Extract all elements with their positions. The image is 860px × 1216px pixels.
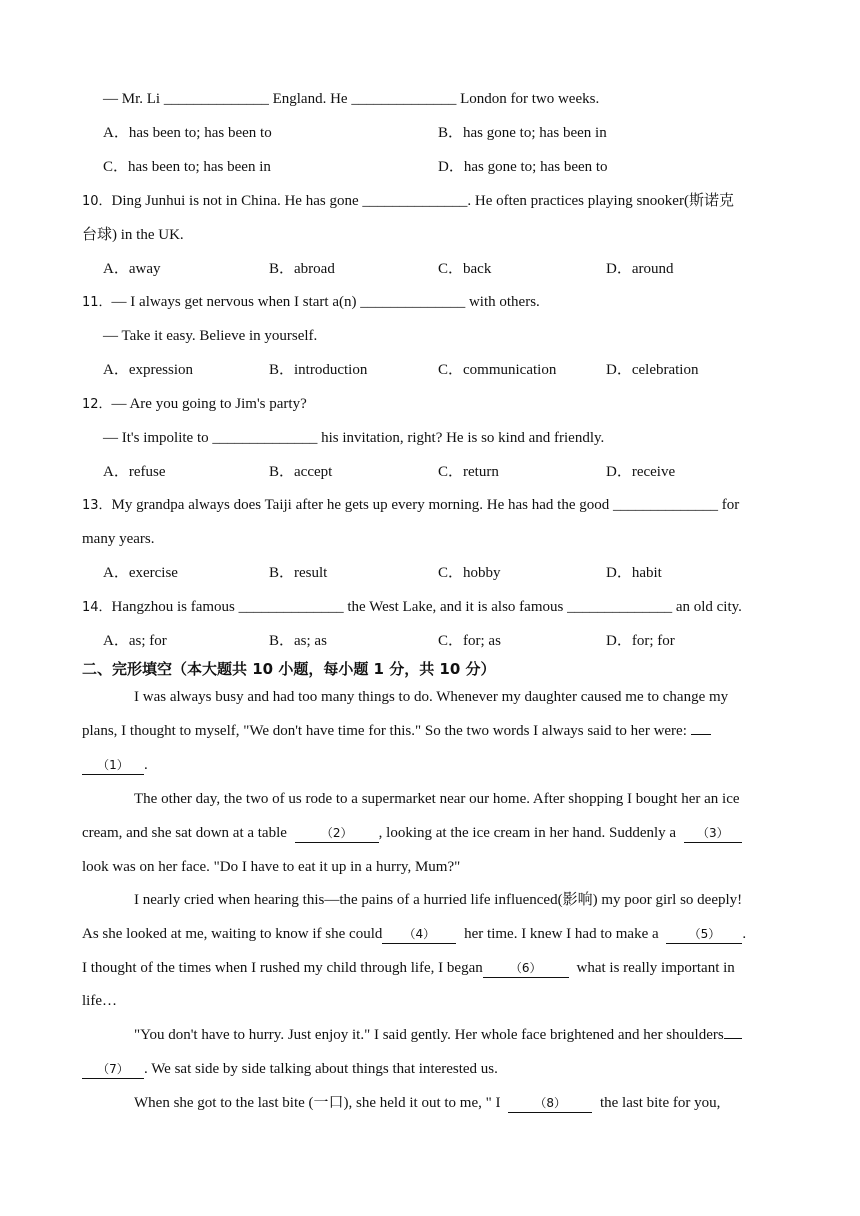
- q12-option-c: C．return: [438, 464, 499, 480]
- passage-text: "You don't have to hurry. Just enjoy it." I said gently. Her whole face brightened and her shoulders: [134, 1027, 724, 1043]
- q10-option-d: D．around: [606, 261, 674, 277]
- passage-p2-line3: look was on her face. "Do I have to eat it up in a hurry, Mum?": [82, 859, 461, 875]
- q12-text2: — It's impolite to ______________ his invitation, right? He is so kind and friendly.: [103, 430, 605, 446]
- q14-text1: Hangzhou is famous ______________ the West Lake, and it is also famous ______________ an old city.: [111, 599, 742, 615]
- q14-option-b: B．as; as: [269, 633, 327, 649]
- q12-number: 12．: [82, 397, 112, 412]
- q9-option-b: B．has gone to; has been in: [438, 125, 607, 141]
- passage-p5-line1: [134, 1093, 790, 1113]
- blank-5[interactable]: （5）: [666, 926, 742, 944]
- q10-text1: Ding Junhui is not in China. He has gone ______________. He often practices playing snooker(斯诺克: [111, 193, 734, 209]
- passage-text: As she looked at me, waiting to know if she could: [82, 926, 383, 942]
- q14-stem: [82, 597, 790, 618]
- passage-text: .: [144, 757, 148, 773]
- q10-option-c: C．back: [438, 261, 492, 277]
- q13-stem: [82, 495, 790, 516]
- passage-p2-line1: The other day, the two of us rode to a supermarket near our home. After shopping I bought her an ice: [134, 791, 740, 807]
- passage-text: cream, and she sat down at a table: [82, 825, 287, 841]
- q9-option-a: A．has been to; has been to: [103, 125, 272, 141]
- section-heading-cloze: 二、完形填空（本大题共 10 小题，每小题 1 分，共 10 分）: [82, 660, 496, 678]
- passage-p4-line1: [134, 1025, 790, 1045]
- q11-option-d: D．celebration: [606, 362, 699, 378]
- q11-stem: [82, 292, 790, 313]
- q13-option-d: D．habit: [606, 565, 662, 581]
- q10-option-b: B．abroad: [269, 261, 335, 277]
- blank-3[interactable]: （3）: [684, 825, 742, 843]
- passage-text: .: [742, 926, 747, 942]
- q9-option-d: D．has gone to; has been to: [438, 159, 608, 175]
- q14-option-a: A．as; for: [103, 633, 167, 649]
- passage-text: her time. I knew I had to make a: [464, 926, 659, 942]
- passage-p3-line4: life…: [82, 993, 117, 1009]
- q13-text1: My grandpa always does Taiji after he gets up every morning. He has had the good ______________ for: [111, 497, 740, 513]
- q12-stem: [82, 394, 790, 415]
- passage-text: , looking at the ice cream in her hand. Suddenly a: [378, 825, 677, 841]
- passage-p3-line2: [82, 924, 790, 944]
- blank-7-lead: [724, 1038, 742, 1039]
- q13-option-c: C．hobby: [438, 565, 501, 581]
- passage-p1-line1: I was always busy and had too many things to do. Whenever my daughter caused me to change my: [134, 689, 729, 705]
- q14-option-d: D．for; for: [606, 633, 675, 649]
- q11-number: 11．: [82, 295, 112, 310]
- q12-option-d: D．receive: [606, 464, 676, 480]
- passage-text: . We sat side by side talking about things that interested us.: [144, 1061, 498, 1077]
- q14-option-c: C．for; as: [438, 633, 501, 649]
- passage-text: plans, I thought to myself, "We don't have time for this." So the two words I always said to her were:: [82, 723, 687, 739]
- q12-option-a: A．refuse: [103, 464, 166, 480]
- passage-p3-line1: I nearly cried when hearing this—the pains of a hurried life influenced(影响) my poor girl so deeply!: [134, 892, 743, 908]
- blank-4[interactable]: （4）: [382, 926, 456, 944]
- passage-text: I thought of the times when I rushed my child through life, I began: [82, 960, 483, 976]
- passage-p1-line3: [82, 755, 790, 775]
- blank-2[interactable]: （2）: [295, 825, 379, 843]
- q11-text1: — I always get nervous when I start a(n) ______________ with others.: [111, 294, 540, 310]
- q11-option-c: C．communication: [438, 362, 557, 378]
- q14-number: 14．: [82, 600, 112, 615]
- q12-text1: — Are you going to Jim's party?: [111, 396, 307, 412]
- q11-text2: — Take it easy. Believe in yourself.: [103, 328, 318, 344]
- blank-7[interactable]: （7）: [82, 1061, 144, 1079]
- q13-text2: many years.: [82, 531, 155, 547]
- passage-p3-line3: [82, 958, 790, 978]
- blank-6[interactable]: （6）: [483, 960, 569, 978]
- passage-p2-line2: [82, 823, 790, 843]
- q13-number: 13．: [82, 498, 112, 513]
- blank-8[interactable]: （8）: [508, 1095, 592, 1113]
- passage-p1-line2: [82, 721, 790, 741]
- q13-option-a: A．exercise: [103, 565, 178, 581]
- q13-option-b: B．result: [269, 565, 328, 581]
- blank-1-lead: [691, 734, 711, 735]
- passage-text: When she got to the last bite (一口), she held it out to me, " I: [134, 1095, 501, 1111]
- blank-1[interactable]: （1）: [82, 757, 144, 775]
- q9-option-c: C．has been to; has been in: [103, 159, 271, 175]
- q10-number: 10．: [82, 194, 112, 209]
- q10-option-a: A．away: [103, 261, 161, 277]
- passage-text: the last bite for you,: [599, 1095, 721, 1111]
- q11-option-b: B．introduction: [269, 362, 368, 378]
- q9-line: — Mr. Li ______________ England. He ______________ London for two weeks.: [103, 91, 600, 107]
- passage-text: what is really important in: [576, 960, 735, 976]
- passage-p4-line2: [82, 1059, 790, 1079]
- q10-stem: [82, 191, 790, 212]
- q11-option-a: A．expression: [103, 362, 193, 378]
- q12-option-b: B．accept: [269, 464, 333, 480]
- q10-text2: 台球) in the UK.: [82, 227, 184, 243]
